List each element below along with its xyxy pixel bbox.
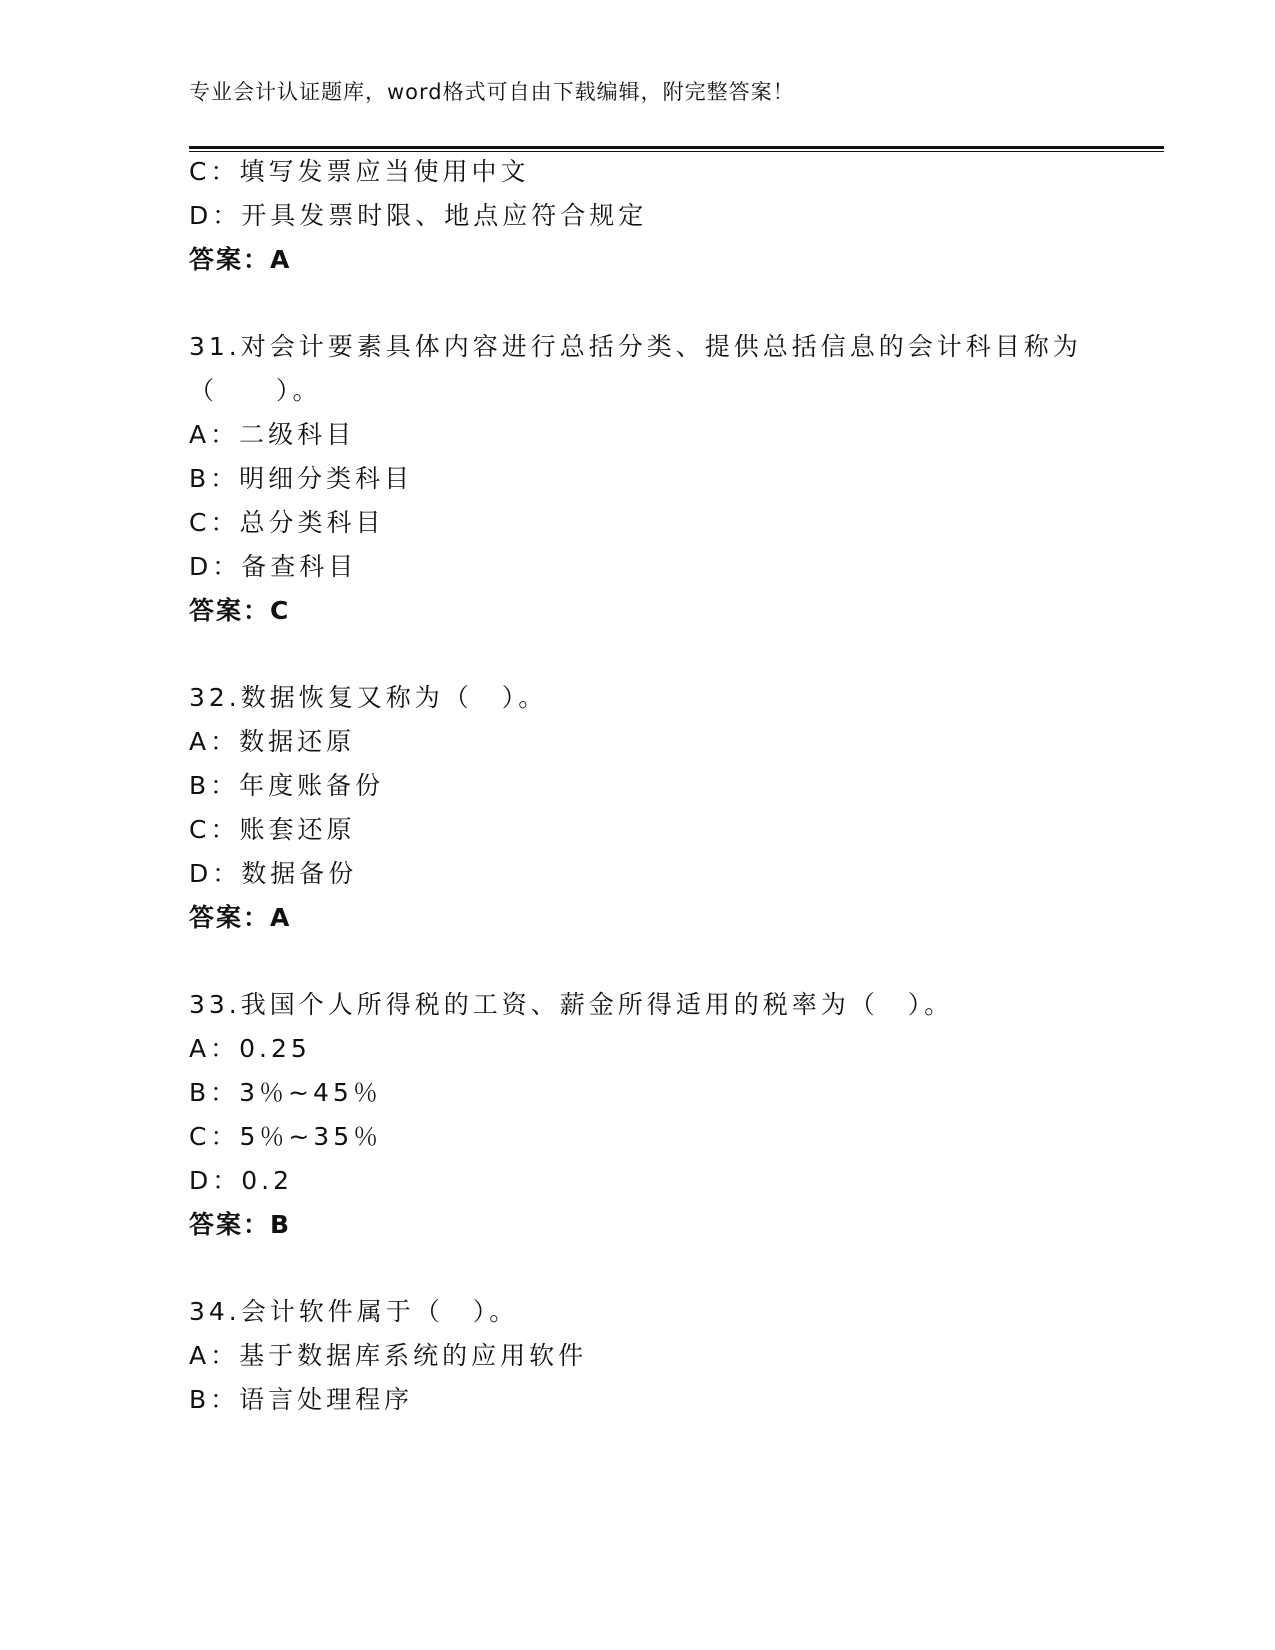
option-a: A：基于数据库系统的应用软件 [189,1341,588,1370]
question-31-blank: （ ）。 [189,376,322,405]
option-c: C：总分类科目 [189,508,385,537]
option-a: A：二级科目 [189,420,356,449]
option-b: B：明细分类科目 [189,464,414,493]
option-d: D：数据备份 [189,859,358,888]
option-d: D：0.2 [189,1166,294,1195]
option-d: D：备查科目 [189,552,358,581]
answer: 答案：B [189,1210,292,1239]
question-32: 32.数据恢复又称为（ ）。 [189,683,548,712]
question-34: 34.会计软件属于（ ）。 [189,1297,519,1326]
answer: 答案：C [189,596,291,625]
question-33: 33.我国个人所得税的工资、薪金所得适用的税率为（ ）。 [189,990,954,1019]
answer: 答案：A [189,903,292,932]
option-a: A：数据还原 [189,727,356,756]
header-rule-thin [189,151,1164,152]
page-header: 专业会计认证题库，word格式可自由下载编辑，附完整答案！ [189,80,795,104]
answer: 答案：A [189,245,292,274]
option-c: C：账套还原 [189,815,356,844]
option-c: C：5％~35％ [189,1122,383,1151]
header-rule-thick [189,146,1164,149]
question-31: 31.对会计要素具体内容进行总括分类、提供总括信息的会计科目称为 [189,332,1082,361]
option-c: C：填写发票应当使用中文 [189,157,530,186]
option-a: A：0.25 [189,1034,311,1063]
option-d: D：开具发票时限、地点应符合规定 [189,201,648,230]
option-b: B：语言处理程序 [189,1385,414,1414]
option-b: B：年度账备份 [189,771,385,800]
option-b: B：3％~45％ [189,1078,382,1107]
